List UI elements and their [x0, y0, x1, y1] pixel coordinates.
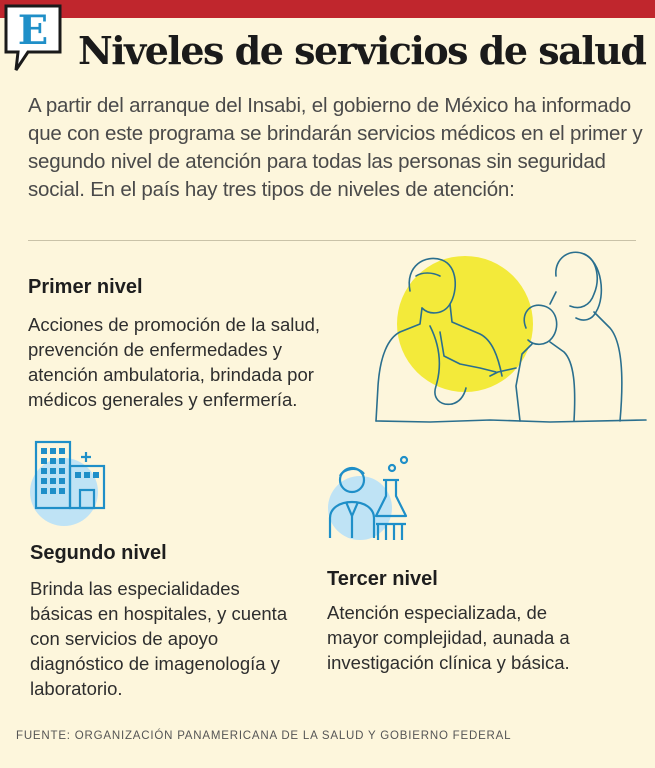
- hospital-icon: [28, 436, 112, 528]
- intro-paragraph: A partir del arranque del Insabi, el gobierno de México ha informado que con este programa se brindarán servicios médicos en el primer y segundo nivel de atención para todas las personas sin seguridad social. En el país hay tres tipos de niveles de atención:: [28, 94, 643, 201]
- e-logo-icon: [2, 2, 64, 74]
- level-2-text: Brinda las especialidades básicas en hospitales, y cuenta con servicios de apoyo diagnóstico de imagenología y laboratorio.: [30, 578, 288, 699]
- top-red-bar: [0, 0, 655, 18]
- logo-letter: E: [17, 7, 49, 54]
- page-title: Niveles de servicios de salud: [78, 28, 646, 73]
- level-3-title: Tercer nivel: [327, 568, 438, 590]
- level-1-text: Acciones de promoción de la salud, prevención de enfermedades y atención ambulatoria, brindada por médicos generales y enfermería.: [28, 314, 321, 410]
- level-3-text: Atención especializada, de mayor complejidad, aunada a investigación clínica y básica.: [327, 602, 570, 673]
- doctor-patient-illustration-icon: [370, 236, 650, 426]
- level-2-title: Segundo nivel: [30, 542, 167, 564]
- source-note: FUENTE: ORGANIZACIÓN PANAMERICANA DE LA SALUD Y GOBIERNO FEDERAL: [16, 730, 512, 742]
- scientist-icon: [326, 454, 416, 544]
- level-1-title: Primer nivel: [28, 276, 143, 298]
